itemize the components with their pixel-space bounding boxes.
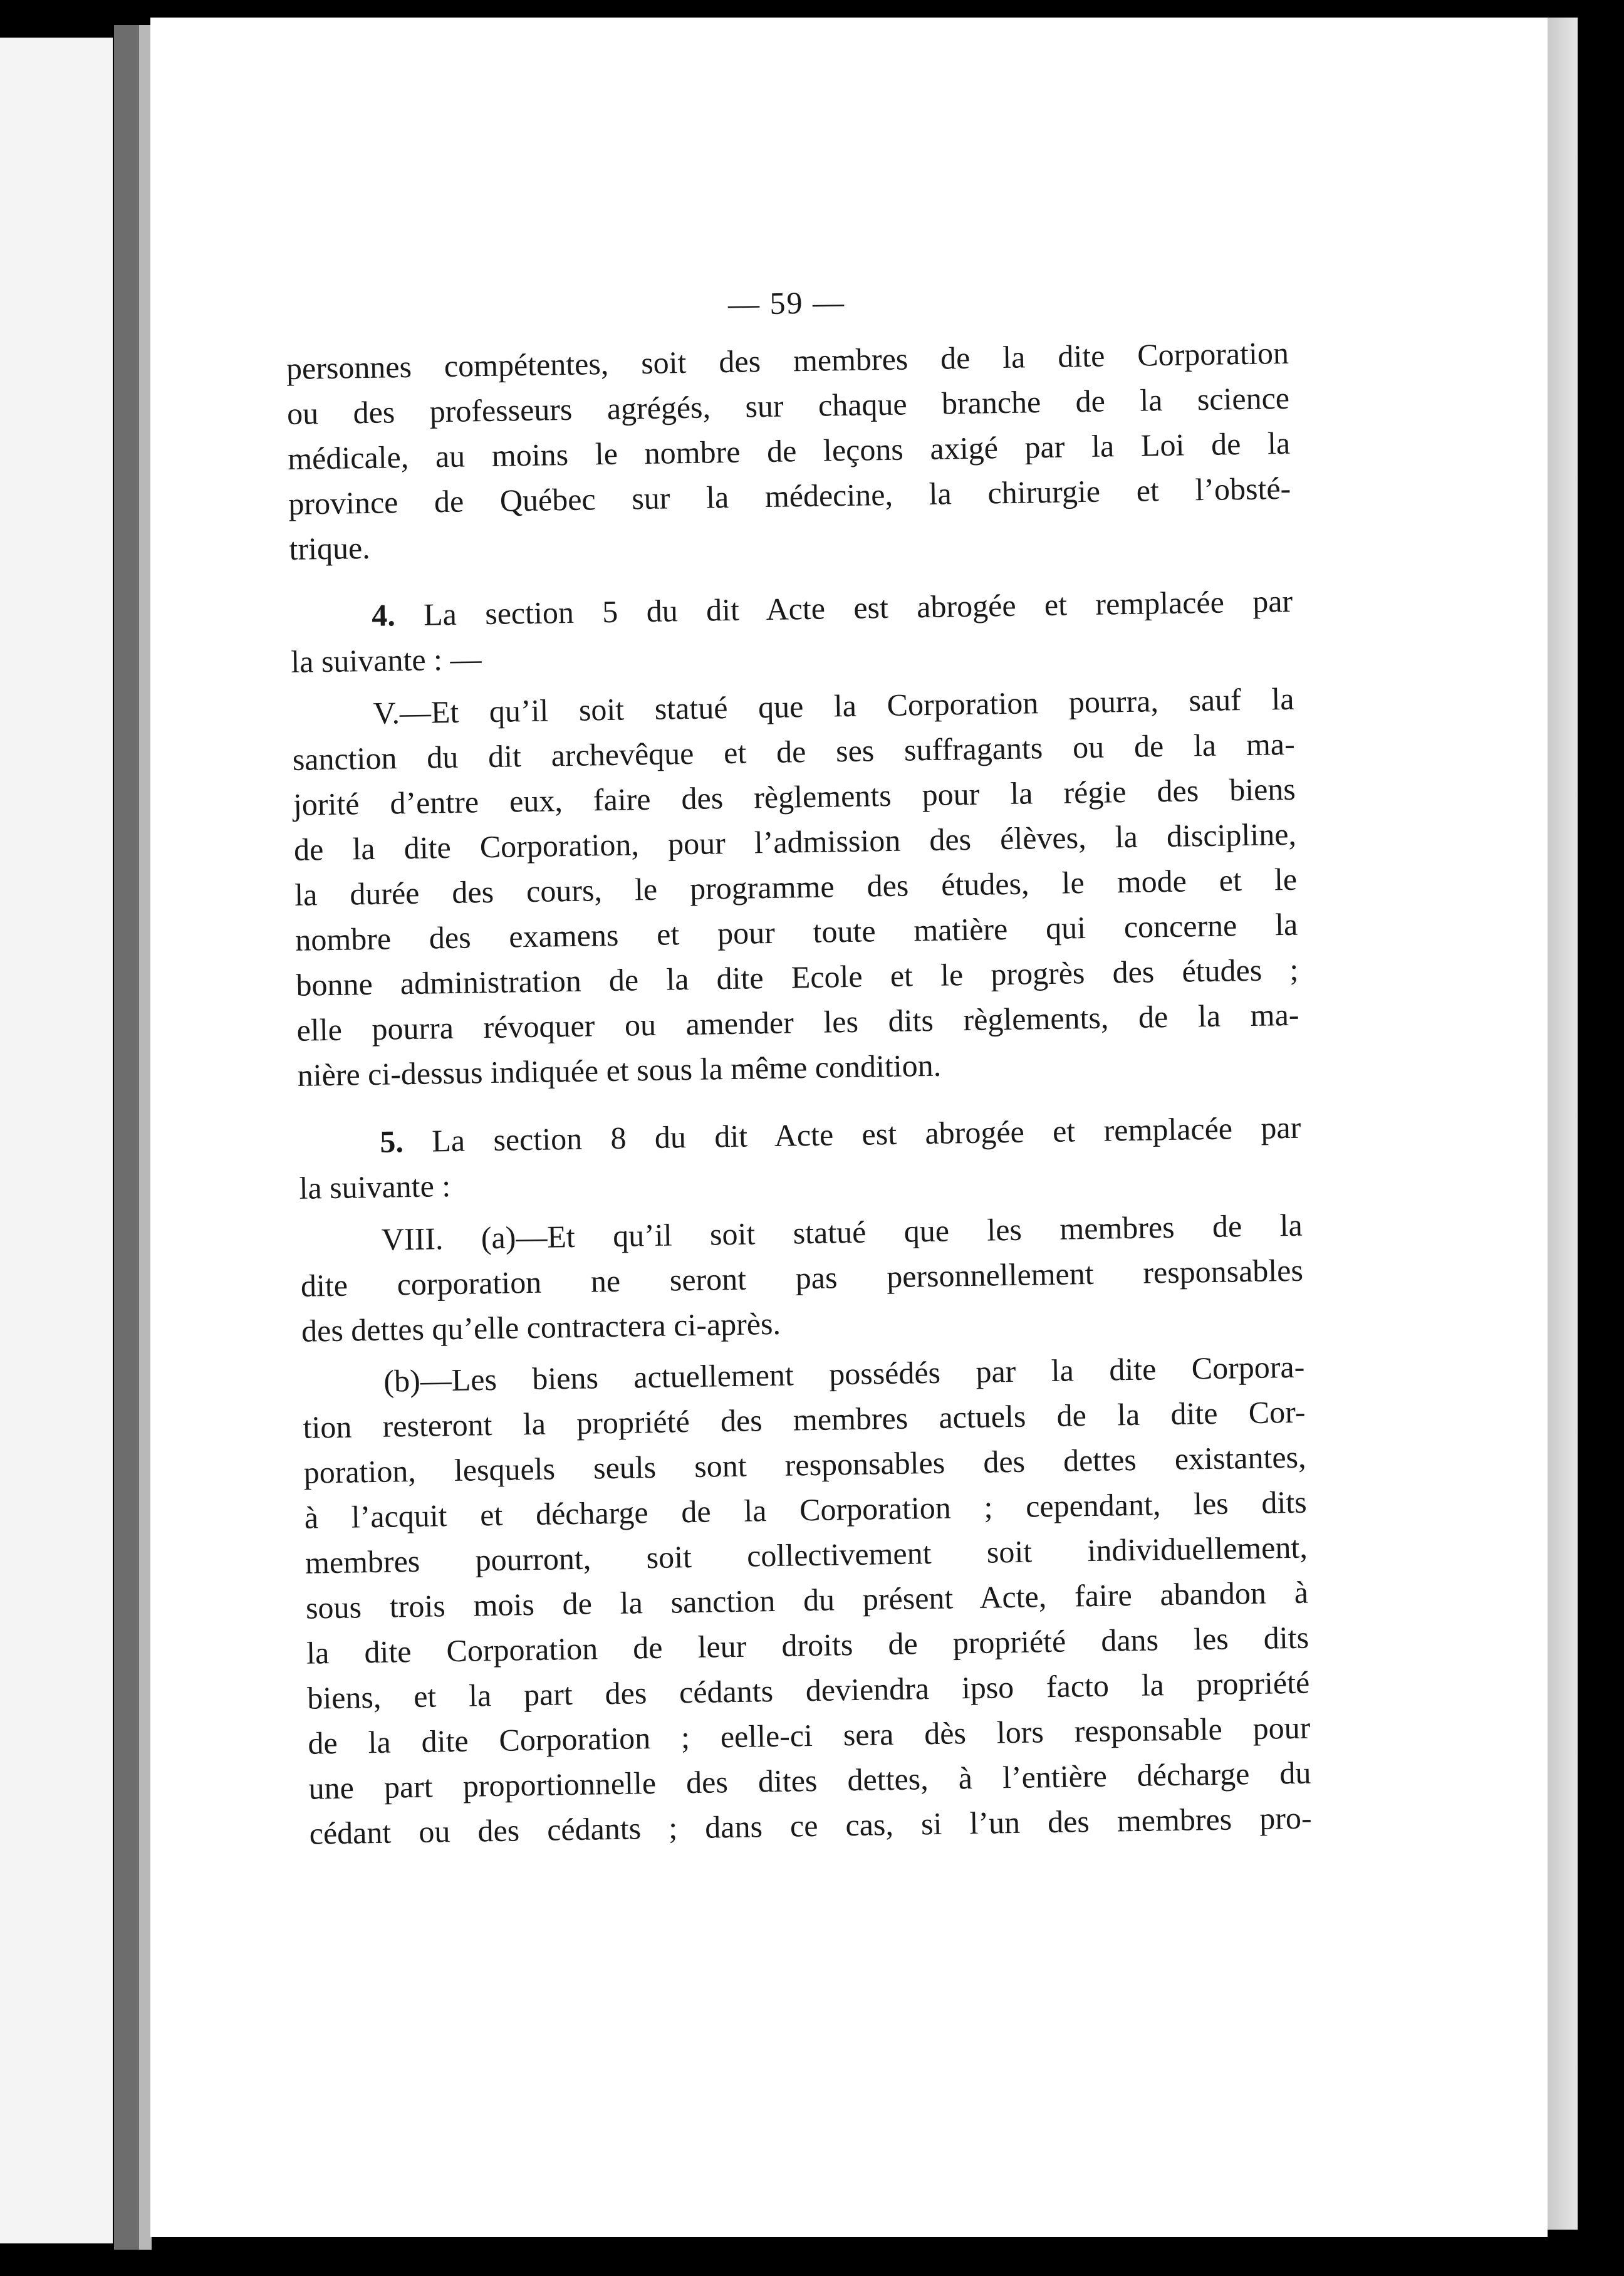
text-line: cédant ou des cédants ; dans ce cas, si l’un des membres pro- xyxy=(309,1800,1312,1851)
text-line-content: La section 5 du dit Acte est abrogée et remplacée par xyxy=(423,583,1293,632)
text-line: des dettes qu’elle contractera ci-après. xyxy=(301,1305,781,1349)
text-line: la durée des cours, le programme des études, le mode et le xyxy=(294,861,1298,912)
text-line: tion resteront la propriété des membres actuels de la dite Cor- xyxy=(303,1394,1306,1445)
page-number: — 59 — xyxy=(727,284,846,321)
text-line-content: La section 8 du dit Acte est abrogée et remplacée par xyxy=(431,1109,1301,1159)
text-line: membres pourront, soit collectivement soit individuellement, xyxy=(304,1529,1308,1580)
page-edge-shadow xyxy=(1548,18,1578,2230)
text-line: nombre des examens et pour toute matière qui concerne la xyxy=(294,906,1298,958)
section-number: 5. xyxy=(379,1124,404,1159)
text-line: jorité d’entre eux, faire des règlements pour la régie des biens xyxy=(293,771,1296,822)
text-line: province de Québec sur la médecine, la chirurgie et l’obsté- xyxy=(288,470,1291,521)
book-spine-shadow xyxy=(114,25,139,2250)
section-VIII-a-paragraph xyxy=(299,1203,1304,1354)
section-VIII-b-paragraph xyxy=(302,1344,1312,1856)
text-line: trique. xyxy=(289,530,371,566)
text-line: la suivante : — xyxy=(290,641,482,679)
text-line: la suivante : xyxy=(299,1168,451,1206)
text-line: personnes compétentes, soit des membres de la dite Corporation xyxy=(286,335,1289,386)
facing-page-edge xyxy=(0,38,113,2243)
text-line: dite corporation ne seront pas personnellement responsables xyxy=(300,1252,1304,1303)
text-line: médicale, au moins le nombre de leçons axigé par la Loi de la xyxy=(287,425,1291,476)
text-line: V.—Et qu’il soit statué que la Corporation pourra, sauf la xyxy=(373,681,1294,731)
section-number: 4. xyxy=(371,597,396,633)
section-4-paragraph xyxy=(290,578,1294,684)
text-line: la dite Corporation de leur droits de propriété dans les dits xyxy=(306,1619,1309,1671)
page-text xyxy=(285,273,1312,1856)
text-line: poration, lesquels seuls sont responsables des dettes existantes, xyxy=(303,1439,1306,1490)
book-gutter xyxy=(139,25,152,2250)
text-line: VIII. (a)—Et qu’il soit statué que les membres de la xyxy=(381,1207,1303,1257)
text-line: biens, et la part des cédants deviendra ipso facto la propriété xyxy=(306,1664,1310,1716)
paragraph-continuation xyxy=(286,330,1291,572)
section-V-paragraph xyxy=(291,676,1300,1098)
text-line: sanction du dit archevêque et de ses suffragants ou de la ma- xyxy=(292,726,1296,777)
text-line: ou des professeurs agrégés, sur chaque branche de la science xyxy=(286,380,1290,431)
text-line: de la dite Corporation ; eelle-ci sera dès lors responsable pour xyxy=(308,1710,1311,1761)
text-line: bonne administration de la dite Ecole et le progrès des études ; xyxy=(296,951,1299,1003)
text-line: nière ci-dessus indiquée et sous la même condition. xyxy=(297,1047,942,1093)
text-line: sous trois mois de la sanction du présent Acte, faire abandon à xyxy=(305,1574,1309,1626)
text-line: à l’acquit et décharge de la Corporation ; cependant, les dits xyxy=(304,1484,1308,1535)
text-line: une part proportionnelle des dites dettes, à l’entière décharge du xyxy=(308,1755,1311,1806)
text-line: de la dite Corporation, pour l’admission des élèves, la discipline, xyxy=(293,816,1297,867)
text-line: (b)—Les biens actuellement possédés par la dite Corpora- xyxy=(383,1349,1305,1399)
section-5-paragraph xyxy=(298,1105,1302,1211)
text-line: elle pourra révoquer ou amender les dits règlements, de la ma- xyxy=(296,996,1299,1048)
